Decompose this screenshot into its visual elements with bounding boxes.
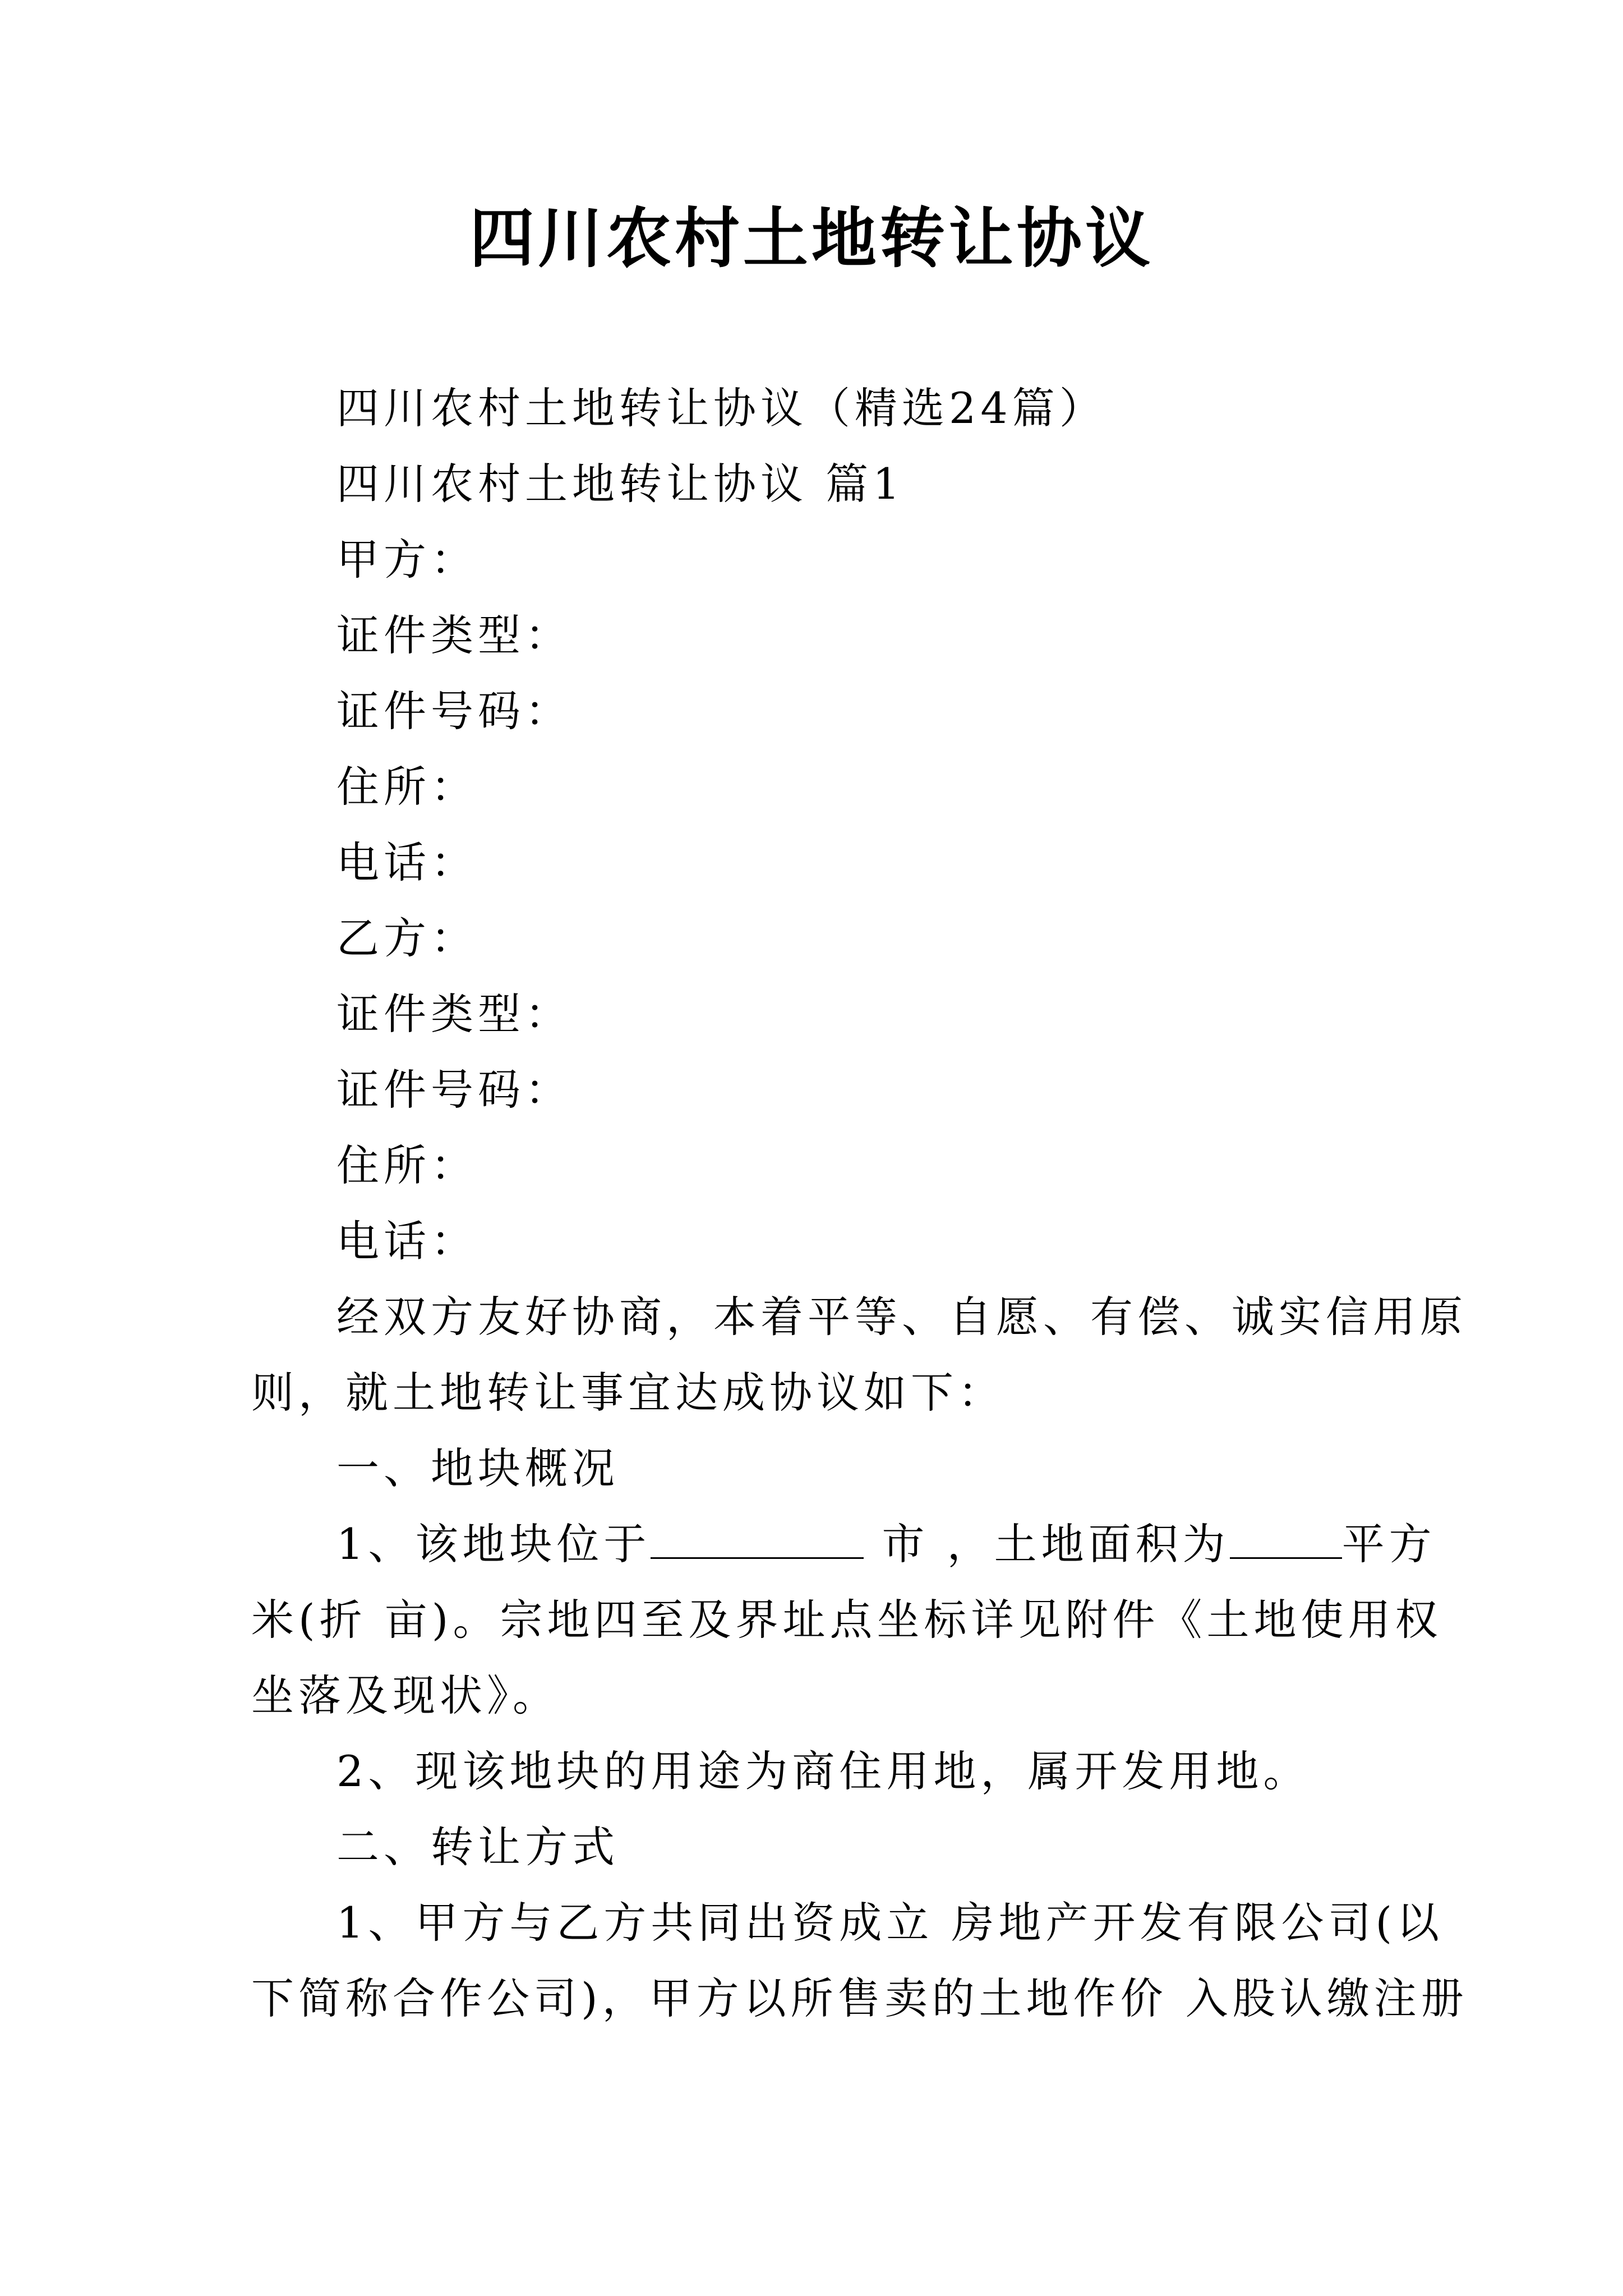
party-b-id-type: 证件类型： — [336, 989, 572, 1039]
section2-heading: 二、转让方式 — [336, 1822, 619, 1872]
section1-heading: 一、地块概况 — [336, 1443, 619, 1493]
section2-item1-line1: 1、甲方与乙方共同出资成立 房地产开发有限公司(以 — [336, 1898, 1444, 1948]
section1-item1-line2: 米(折 亩)。宗地四至及界址点坐标详见附件《土地使用权 — [251, 1595, 1442, 1645]
section1-item1-mid: 市 ，土地面积为 — [864, 1519, 1230, 1569]
party-b-label: 乙方： — [336, 913, 478, 963]
party-b-phone: 电话： — [336, 1216, 478, 1266]
section2-item1-line2: 下简称合作公司)，甲方以所售卖的土地作价 入股认缴注册 — [251, 1973, 1468, 2023]
section1-item1-line3: 坐落及现状》。 — [251, 1671, 560, 1720]
party-b-address: 住所： — [336, 1140, 478, 1190]
party-a-address: 住所： — [336, 762, 478, 812]
party-a-phone: 电话： — [336, 838, 478, 887]
party-a-id-type: 证件类型： — [336, 610, 572, 660]
section1-item2: 2、现该地块的用途为商住用地，属开发用地。 — [336, 1746, 1311, 1796]
party-b-id-number: 证件号码： — [336, 1065, 572, 1115]
section-heading: 四川农村土地转让协议 篇1 — [336, 459, 905, 509]
document-title: 四川农村土地转让协议 — [469, 200, 1154, 277]
document-subtitle: 四川农村土地转让协议（精选24篇） — [336, 383, 1106, 433]
section1-item1-prefix: 1、该地块位于 — [336, 1519, 651, 1569]
party-a-label: 甲方： — [336, 535, 478, 585]
intro-paragraph-line2: 则，就土地转让事宜达成协议如下： — [251, 1368, 1005, 1418]
location-blank — [651, 1518, 864, 1559]
party-a-id-number: 证件号码： — [336, 686, 572, 736]
section1-item1-suffix: 平方 — [1341, 1519, 1436, 1569]
section1-item1-line1 — [336, 1517, 1436, 1571]
intro-paragraph-line1: 经双方友好协商，本着平等、自愿、有偿、诚实信用原 — [336, 1292, 1467, 1342]
area-blank — [1230, 1518, 1342, 1559]
